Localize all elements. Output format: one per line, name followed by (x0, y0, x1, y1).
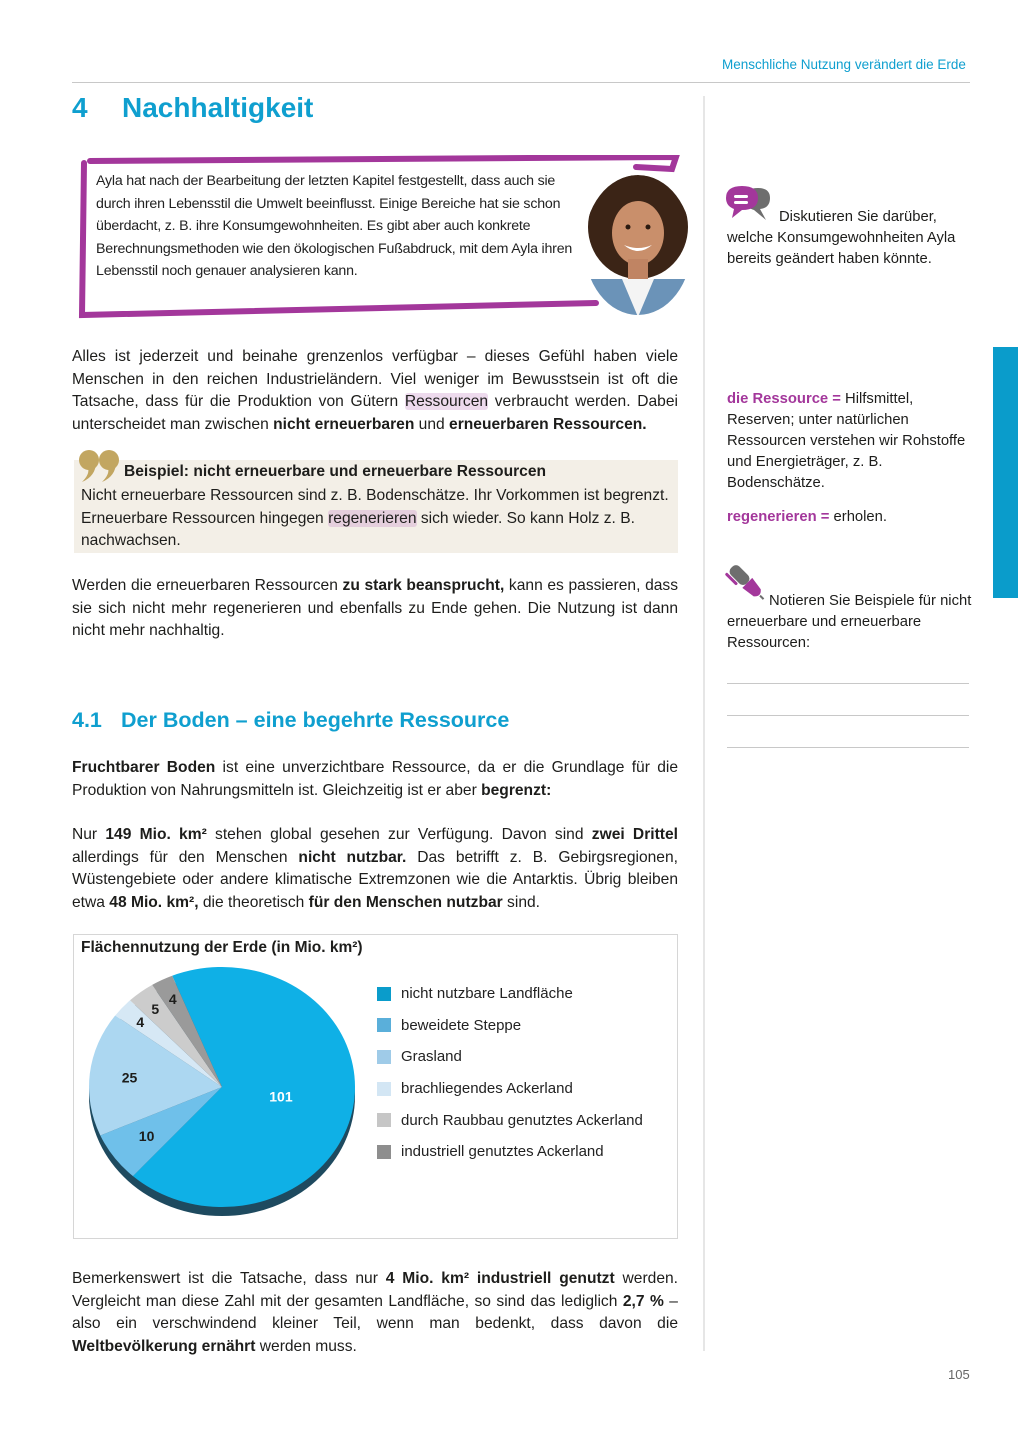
equals-sign: = (816, 509, 834, 525)
text: Diskutieren Sie darüber, welche Konsumgewohnheiten Ayla bereits geändert haben könnte. (727, 209, 956, 267)
text: Nur (72, 826, 106, 843)
column-divider (703, 96, 705, 1351)
legend-label: brachliegendes Ackerland (401, 1080, 573, 1098)
legend-swatch (377, 1050, 391, 1064)
bold-text: 4 Mio. km² industriell genutzt (385, 1270, 615, 1287)
text: Werden die erneuerbaren Ressourcen (72, 577, 343, 594)
paragraph-overuse (72, 575, 678, 643)
highlight-regenerieren: regenerieren (328, 509, 417, 527)
paragraph-soil (72, 757, 678, 802)
header-rule (72, 82, 970, 83)
answer-line[interactable] (727, 747, 969, 748)
legend-item (377, 1010, 643, 1042)
text: Notieren Sie Beispiele für nicht erneuerbare und erneuerbare Ressourcen: (727, 593, 972, 651)
chapter-title-text: Nachhaltigkeit (122, 92, 314, 123)
bold-text: für den Menschen nutzbar (308, 893, 503, 911)
chapter-tab-marker (993, 347, 1018, 598)
bold-text: 2,7 % (622, 1292, 664, 1310)
legend-item (377, 1104, 643, 1136)
glossary-regenerieren (727, 507, 973, 528)
bold-text: zu stark beansprucht, (342, 577, 505, 594)
section-number: 4.1 (72, 708, 102, 732)
text: Bemerkenswert ist die Tatsache, dass nur (72, 1270, 386, 1287)
legend-label: industriell genutztes Ackerland (401, 1143, 604, 1161)
text: allerdings für den Menschen (72, 848, 299, 866)
glossary-definition: erholen. (833, 509, 888, 525)
example-title: Beispiel: nicht erneuerbare und erneuerbare Ressourcen (124, 463, 547, 480)
legend-swatch (377, 987, 391, 1001)
text: werden. Vergleicht man diese Zahl mit der gesamten Landfläche, so sind das lediglich (72, 1270, 678, 1310)
bold-text: zwei Drittel (591, 826, 678, 843)
text: werden muss. (255, 1337, 357, 1355)
section-title (72, 708, 509, 733)
pie-data-label: 25 (121, 1069, 138, 1086)
text: sind. (502, 893, 540, 911)
chart-legend (377, 978, 643, 1168)
bold-text: 48 Mio. km², (109, 893, 199, 911)
section-title-text: Der Boden – eine begehrte Ressource (121, 708, 510, 732)
paragraph-industrial (72, 1268, 678, 1358)
pie-data-label: 5 (151, 1001, 160, 1018)
legend-item (377, 1136, 643, 1168)
text: – also ein verschwindend kleiner Teil, wenn man bedenkt, dass davon die (72, 1292, 678, 1332)
chapter-number: 4 (72, 92, 88, 123)
text: und (414, 415, 450, 433)
text: Alles ist jederzeit und beinahe grenzenlos verfügbar – dieses Gefühl haben viele Menschen in den reichen Industrieländern. Viel weniger im Bewusstsein ist oft die Tatsache, dass für die Produktion von Gütern (72, 348, 678, 410)
bold-text: nicht erneuerbaren (273, 415, 415, 433)
bold-text: Fruchtbarer Boden (72, 759, 216, 776)
avatar-ayla (578, 167, 692, 317)
glossary-term: die Ressource (727, 391, 829, 407)
paragraph-area (72, 824, 678, 914)
paragraph-intro (72, 346, 678, 436)
bold-text: begrenzt: (481, 781, 552, 799)
bold-text: nicht nutzbar. (298, 848, 407, 866)
running-head: Menschliche Nutzung verändert die Erde (722, 57, 966, 72)
pie-data-label: 10 (138, 1128, 155, 1145)
example-text (81, 485, 671, 553)
legend-swatch (377, 1082, 391, 1096)
quote-icon (78, 448, 122, 484)
pie-chart (80, 965, 370, 1225)
text: kann es passieren, dass sie sich nicht mehr regenerieren und ebenfalls zu Ende gehen. Die Nutzung ist dann nicht mehr nachhaltig. (72, 577, 679, 639)
page-number: 105 (948, 1367, 970, 1382)
text: Nicht erneuerbare Ressourcen sind z. B. Bodenschätze. Ihr Vorkommen ist begrenzt. Erneuerbare Ressourcen hingegen (81, 487, 669, 527)
answer-line[interactable] (727, 683, 969, 684)
text: Das betrifft z. B. Gebirgsregionen, Wüstengebiete oder andere klimatische Extremzonen wie die Antarktis. Übrig bleiben etwa (72, 848, 678, 911)
answer-line[interactable] (727, 715, 969, 716)
legend-label: beweidete Steppe (401, 1016, 522, 1034)
discussion-task (727, 207, 977, 270)
legend-item (377, 1041, 643, 1073)
legend-label: nicht nutzbare Landfläche (401, 985, 573, 1003)
text: stehen global gesehen zur Verfügung. Davon sind (206, 826, 592, 843)
glossary-ressource (727, 389, 973, 494)
legend-label: Grasland (401, 1048, 462, 1066)
legend-label: durch Raubbau genutztes Ackerland (401, 1111, 643, 1129)
pie-data-label: 4 (136, 1013, 145, 1030)
writing-task (727, 591, 973, 654)
intro-text: Ayla hat nach der Bearbeitung der letzten Kapitel festgestellt, dass auch sie durch ihren Lebensstil die Umwelt beeinflusst. Einige Bereiche hat sie schon überdacht, z. B. ihre Konsumgewohnheiten. Es gibt aber auch konkrete Berechnungsmethoden wie den ökologischen Fußabdruck, mit dem Ayla ihren Lebensstil noch genauer analysieren kann. (96, 173, 573, 279)
glossary-definition: Hilfsmittel, Reserven; unter natürlichen Ressourcen verstehen wir Rohstoffe und Energieträger, z. B. Bodenschätze. (727, 391, 966, 491)
chart-title: Flächennutzung der Erde (in Mio. km²) (81, 939, 363, 956)
bold-text: erneuerbaren Ressourcen. (449, 415, 647, 433)
legend-item (377, 1073, 643, 1105)
bold-text: 149 Mio. km² (105, 826, 207, 843)
text: sich wieder. So kann Holz z. B. nachwachsen. (81, 509, 635, 549)
pie-data-label: 4 (168, 991, 177, 1008)
pie-data-label: 101 (269, 1088, 293, 1105)
glossary-term: regenerieren (727, 509, 817, 525)
text: ist eine unverzichtbare Ressource, da er die Grundlage für die Produktion von Nahrungsmitteln ist. Gleichzeitig ist er aber (72, 759, 678, 799)
legend-item (377, 978, 643, 1010)
legend-swatch (377, 1145, 391, 1159)
highlight-ressourcen: Ressourcen (404, 393, 489, 410)
chapter-title (72, 92, 313, 124)
equals-sign: = (828, 391, 846, 407)
text: verbraucht werden. Dabei unterscheidet man zwischen (72, 393, 678, 433)
legend-swatch (377, 1018, 391, 1032)
legend-swatch (377, 1113, 391, 1127)
bold-text: Weltbevölkerung ernährt (72, 1337, 256, 1355)
text: die theoretisch (198, 893, 309, 911)
